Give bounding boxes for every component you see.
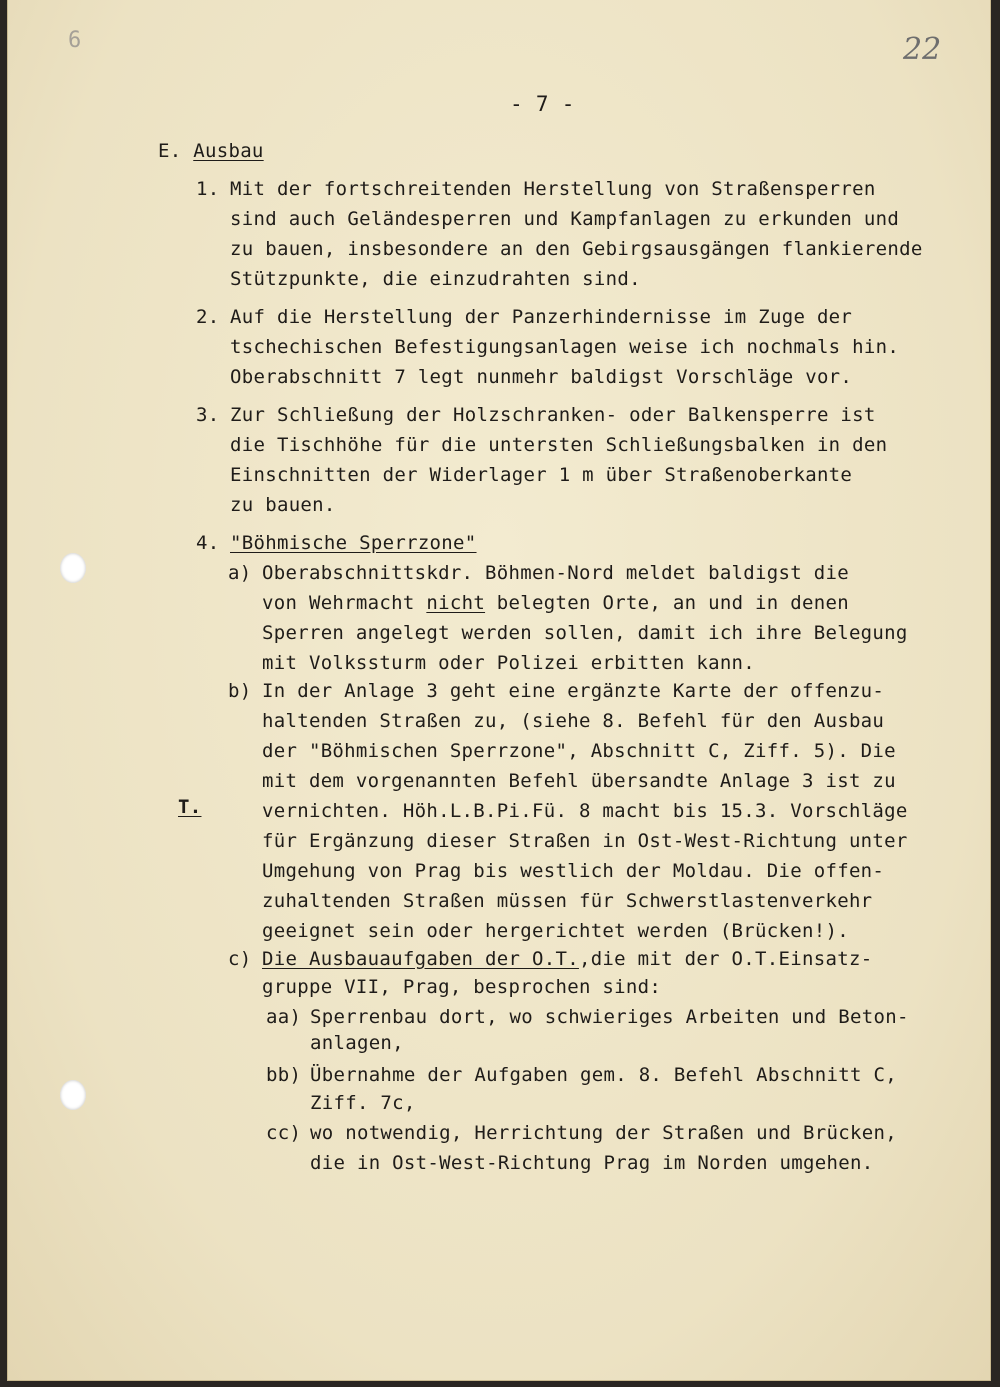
item-line: zu bauen, insbesondere an den Gebirgsausgängen flankierende (230, 238, 923, 260)
item-line: tschechischen Befestigungsanlagen weise ich nochmals hin. (230, 336, 900, 358)
subitem-line (262, 948, 872, 970)
subsub-line: wo notwendig, Herrichtung der Straßen und Brücken, (310, 1122, 897, 1144)
subsub-label: cc) (266, 1122, 302, 1144)
subitem-label: a) (228, 562, 252, 584)
item-number: 4. (196, 532, 220, 554)
text-span: ,die mit der O.T.Einsatz- (578, 948, 873, 970)
item-number: 1. (196, 178, 220, 200)
section-title: Ausbau (193, 140, 264, 162)
subitem-line: Oberabschnittskdr. Böhmen-Nord meldet baldigst die (262, 562, 849, 584)
item-number: 3. (196, 404, 220, 426)
subitem-line: der "Böhmischen Sperrzone", Abschnitt C, Ziff. 5). Die (262, 740, 896, 762)
text-span: von Wehrmacht (262, 592, 427, 614)
item-line: Zur Schließung der Holzschranken- oder Balkensperre ist (230, 404, 876, 426)
item-line: sind auch Geländesperren und Kampfanlagen zu erkunden und (230, 208, 900, 230)
corner-mark: 6 (68, 28, 82, 53)
subitem-line: haltenden Straßen zu, (siehe 8. Befehl für den Ausbau (262, 710, 885, 732)
punch-hole (60, 1080, 86, 1110)
item-title: "Böhmische Sperrzone" (230, 532, 477, 554)
subsub-label: aa) (266, 1006, 302, 1028)
subsub-label: bb) (266, 1064, 302, 1086)
item-line: Mit der fortschreitenden Herstellung von Straßensperren (230, 178, 876, 200)
margin-mark: T. (178, 796, 202, 818)
item-line: zu bauen. (230, 494, 336, 516)
subsub-line: anlagen, (310, 1032, 404, 1054)
subsub-line: Übernahme der Aufgaben gem. 8. Befehl Abschnitt C, (310, 1064, 897, 1086)
subitem-line: Umgehung von Prag bis westlich der Moldau. Die offen- (262, 860, 885, 882)
subitem-line: Sperren angelegt werden sollen, damit ich ihre Belegung (262, 622, 908, 644)
subitem-line (262, 592, 849, 614)
item-line: Auf die Herstellung der Panzerhindernisse im Zuge der (230, 306, 853, 328)
page-number: - 7 - (510, 92, 575, 116)
archive-page-number: 22 (903, 32, 942, 67)
subsub-line: Ziff. 7c, (310, 1092, 416, 1114)
subitem-line: geeignet sein oder hergerichtet werden (Brücken!). (262, 920, 849, 942)
subitem-line: gruppe VII, Prag, besprochen sind: (262, 976, 662, 998)
subitem-line: vernichten. Höh.L.B.Pi.Fü. 8 macht bis 15.3. Vorschläge (262, 800, 908, 822)
subitem-label: c) (228, 948, 252, 970)
subitem-line: mit dem vorgenannten Befehl übersandte Anlage 3 ist zu (262, 770, 896, 792)
subitem-label: b) (228, 680, 252, 702)
document-page (8, 0, 990, 1380)
subitem-line: für Ergänzung dieser Straßen in Ost-West-Richtung unter (262, 830, 908, 852)
subsub-line: die in Ost-West-Richtung Prag im Norden umgehen. (310, 1152, 874, 1174)
text-span: belegten Orte, an und in denen (485, 592, 849, 614)
emphasis-nicht: nicht (426, 592, 486, 614)
section-heading (158, 140, 264, 162)
subitem-line: In der Anlage 3 geht eine ergänzte Karte der offenzu- (262, 680, 885, 702)
underlined-text: Die Ausbauaufgaben der O.T. (262, 948, 579, 970)
section-letter: E. (158, 140, 182, 162)
subitem-line: mit Volkssturm oder Polizei erbitten kann. (262, 652, 756, 674)
item-line: Stützpunkte, die einzudrahten sind. (230, 268, 641, 290)
subitem-line: zuhaltenden Straßen müssen für Schwerstlastenverkehr (262, 890, 873, 912)
item-number: 2. (196, 306, 220, 328)
subsub-line: Sperrenbau dort, wo schwieriges Arbeiten und Beton- (310, 1006, 909, 1028)
item-line: Oberabschnitt 7 legt nunmehr baldigst Vorschläge vor. (230, 366, 853, 388)
item-line: die Tischhöhe für die untersten Schließungsbalken in den (230, 434, 888, 456)
punch-hole (60, 553, 86, 583)
item-line: Einschnitten der Widerlager 1 m über Straßenoberkante (230, 464, 853, 486)
